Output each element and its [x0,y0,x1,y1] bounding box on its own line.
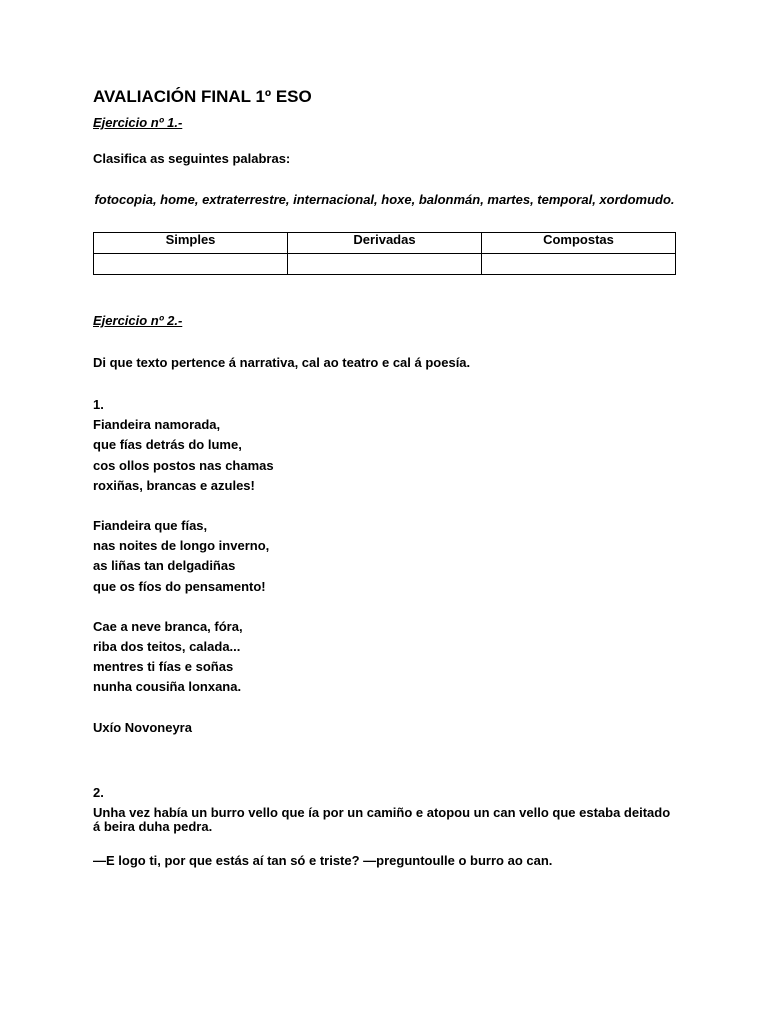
poem-stanza-3 [93,617,678,698]
poem-line: que fías detrás do lume, [93,437,242,453]
poem-line: cos ollos postos nas chamas [93,457,274,473]
table-cell-simples[interactable] [94,254,288,275]
poem-stanza-2 [93,516,678,597]
exercise-2-heading: Ejercicio nº 2.- [93,313,183,328]
poem-line: roxiñas, brancas e azules! [93,477,255,493]
poem-stanza-1 [93,415,678,496]
column-header-derivadas: Derivadas [288,233,482,254]
document-page [93,86,678,868]
table-row [94,254,676,275]
word-list: fotocopia, home, extraterrestre, internacional, hoxe, balonmán, martes, temporal, xordomudo. [94,192,675,207]
text-2-number: 2. [93,784,104,800]
column-header-compostas: Compostas [482,233,676,254]
poem-line: as liñas tan delgadiñas [93,558,236,574]
text-1-number: 1. [93,397,104,412]
poem-line: Cae a neve branca, fóra, [93,618,243,634]
poem-line: nas noites de longo inverno, [93,538,270,554]
poem-line: Fiandeira namorada, [93,417,221,433]
exercise-1-heading: Ejercicio nº 1.- [93,115,183,130]
exercise-1-instruction: Clasifica as seguintes palabras: [93,151,291,166]
poem-line: riba dos teitos, calada... [93,639,241,655]
table-header-row [94,233,676,254]
poem-line: mentres ti fías e soñas [93,659,234,675]
poem-line: Fiandeira que fías, [93,518,208,534]
text-2-paragraph-1: Unha vez había un burro vello que ía por un camiño e atopou un can vello que estaba deitado á beira duha pedra. [93,804,671,834]
classification-table [93,232,676,275]
poem-line: que os fíos do pensamento! [93,578,266,594]
table-cell-compostas[interactable] [482,254,676,275]
exercise-2-instruction: Di que texto pertence á narrativa, cal ao teatro e cal á poesía. [93,355,471,370]
text-2-paragraph-2: —E logo ti, por que estás aí tan só e triste? —preguntoulle o burro ao can. [93,852,553,868]
page-title: AVALIACIÓN FINAL 1º ESO [93,87,312,106]
poem-author: Uxío Novoneyra [93,719,192,735]
poem-line: nunha cousiña lonxana. [93,679,242,695]
text-2-narrative [93,786,678,868]
text-1-poem [93,395,678,738]
column-header-simples: Simples [94,233,288,254]
table-cell-derivadas[interactable] [288,254,482,275]
